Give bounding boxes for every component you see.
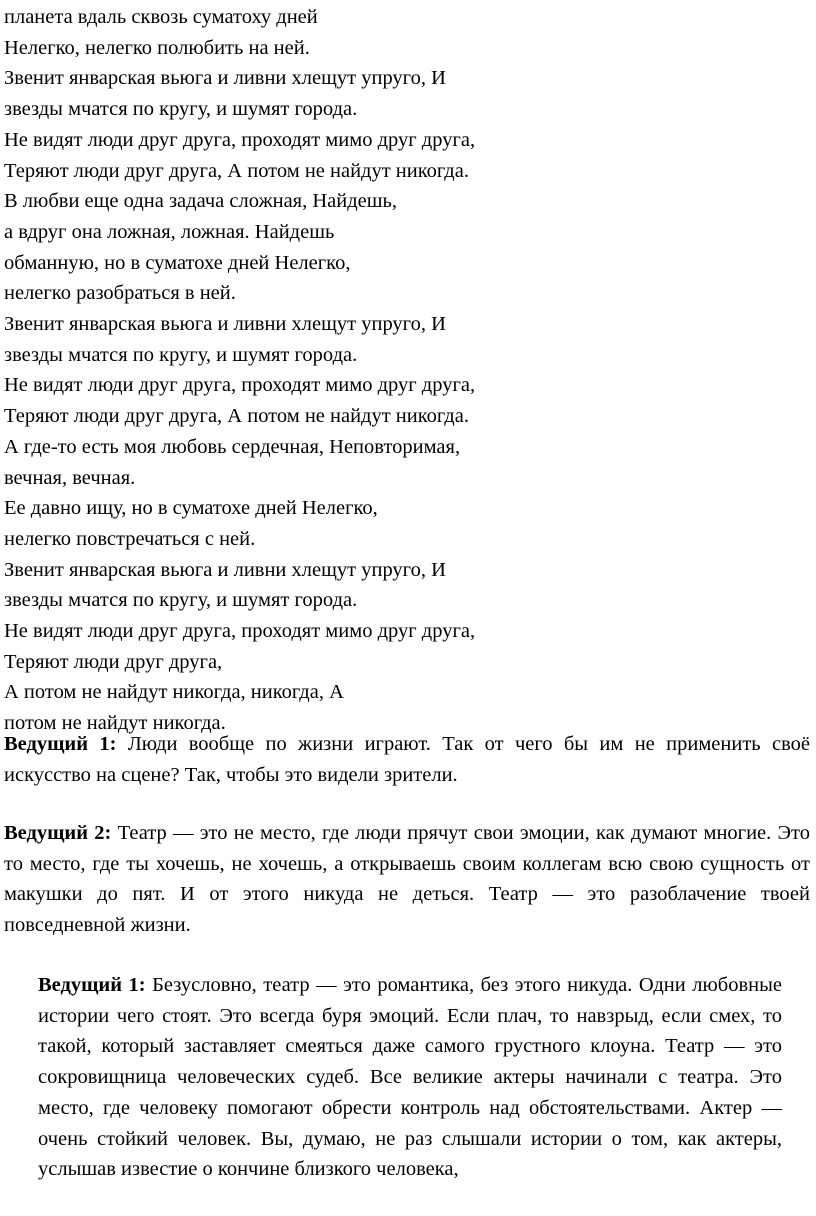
speaker-label: Ведущий 1: — [38, 974, 146, 996]
lyric-line: нелегко повстречаться с ней. — [4, 527, 256, 550]
lyric-line: Теряют люди друг друга, — [4, 650, 223, 673]
lyric-line: звезды мчатся по кругу, и шумят города. — [4, 343, 358, 366]
dialogue-paragraph — [4, 818, 810, 941]
lyric-line: планета вдаль сквозь суматоху дней — [4, 6, 318, 28]
lyric-line: Не видят люди друг друга, проходят мимо друг друга, — [4, 374, 476, 397]
lyric-line: Ее давно ищу, но в суматохе дней Нелегко, — [4, 497, 378, 520]
speaker-label: Ведущий 1: — [4, 733, 117, 755]
lyric-line: звезды мчатся по кругу, и шумят города. — [4, 589, 358, 612]
lyric-line: вечная, вечная. — [4, 466, 136, 489]
lyric-line: а вдруг она ложная, ложная. Найдешь — [4, 220, 335, 243]
lyric-line: Звенит январская вьюга и ливни хлещут упруго, И — [4, 558, 446, 581]
lyric-line: Не видят люди друг друга, проходят мимо друг друга, — [4, 128, 476, 151]
lyric-line: Теряют люди друг друга, А потом не найдут никогда. — [4, 405, 469, 428]
lyric-line: А где-то есть моя любовь сердечная, Неповторимая, — [4, 435, 461, 458]
lyric-line: В любви еще одна задача сложная, Найдешь, — [4, 190, 398, 213]
dialogue-text: Безусловно, театр — это романтика, без этого никуда. Одни любовные истории чего стоят. Это всегда буря эмоций. Если плач, то навзрыд, если смех, то такой, который заставляет смеяться даже самого грустного клоуна. Театр — это сокровищница человеческих судеб. Все великие актеры начинали с театра. Это место, где человеку помогают обрести контроль над обстоятельствами. Актер — очень стойкий человек. Вы, думаю, не раз слышали истории о том, как актеры, услышав известие о кончине близкого человека, — [38, 974, 782, 1181]
lyric-line: Не видят люди друг друга, проходят мимо друг друга, — [4, 620, 476, 643]
lyric-line: обманную, но в суматохе дней Нелегко, — [4, 251, 351, 274]
lyric-line: потом не найдут никогда. — [4, 712, 226, 735]
dialogue-paragraph — [38, 970, 782, 1185]
dialogue-paragraph — [4, 729, 810, 790]
lyric-line: Звенит январская вьюга и ливни хлещут упруго, И — [4, 313, 446, 336]
lyric-line: Теряют люди друг друга, А потом не найдут никогда. — [4, 159, 469, 182]
speaker-label: Ведущий 2: — [4, 822, 112, 844]
dialogue-text: Люди вообще по жизни играют. Так от чего бы им не применить своё искусство на сцене? Так, чтобы это видели зрители. — [4, 733, 810, 786]
dialogue-text: Театр — это не место, где люди прячут свои эмоции, как думают многие. Это то место, где ты хочешь, не хочешь, а открываешь своим коллегам всю свою сущность от макушки до пят. И от этого никуда не деться. Театр — это разоблачение твоей повседневной жизни. — [4, 822, 810, 937]
song-lyrics — [4, 2, 475, 739]
lyric-line: Нелегко, нелегко полюбить на ней. — [4, 36, 310, 59]
lyric-line: А потом не найдут никогда, никогда, А — [4, 681, 344, 704]
lyric-line: нелегко разобраться в ней. — [4, 282, 236, 305]
lyric-line: Звенит январская вьюга и ливни хлещут упруго, И — [4, 67, 446, 90]
lyric-line: звезды мчатся по кругу, и шумят города. — [4, 98, 358, 121]
